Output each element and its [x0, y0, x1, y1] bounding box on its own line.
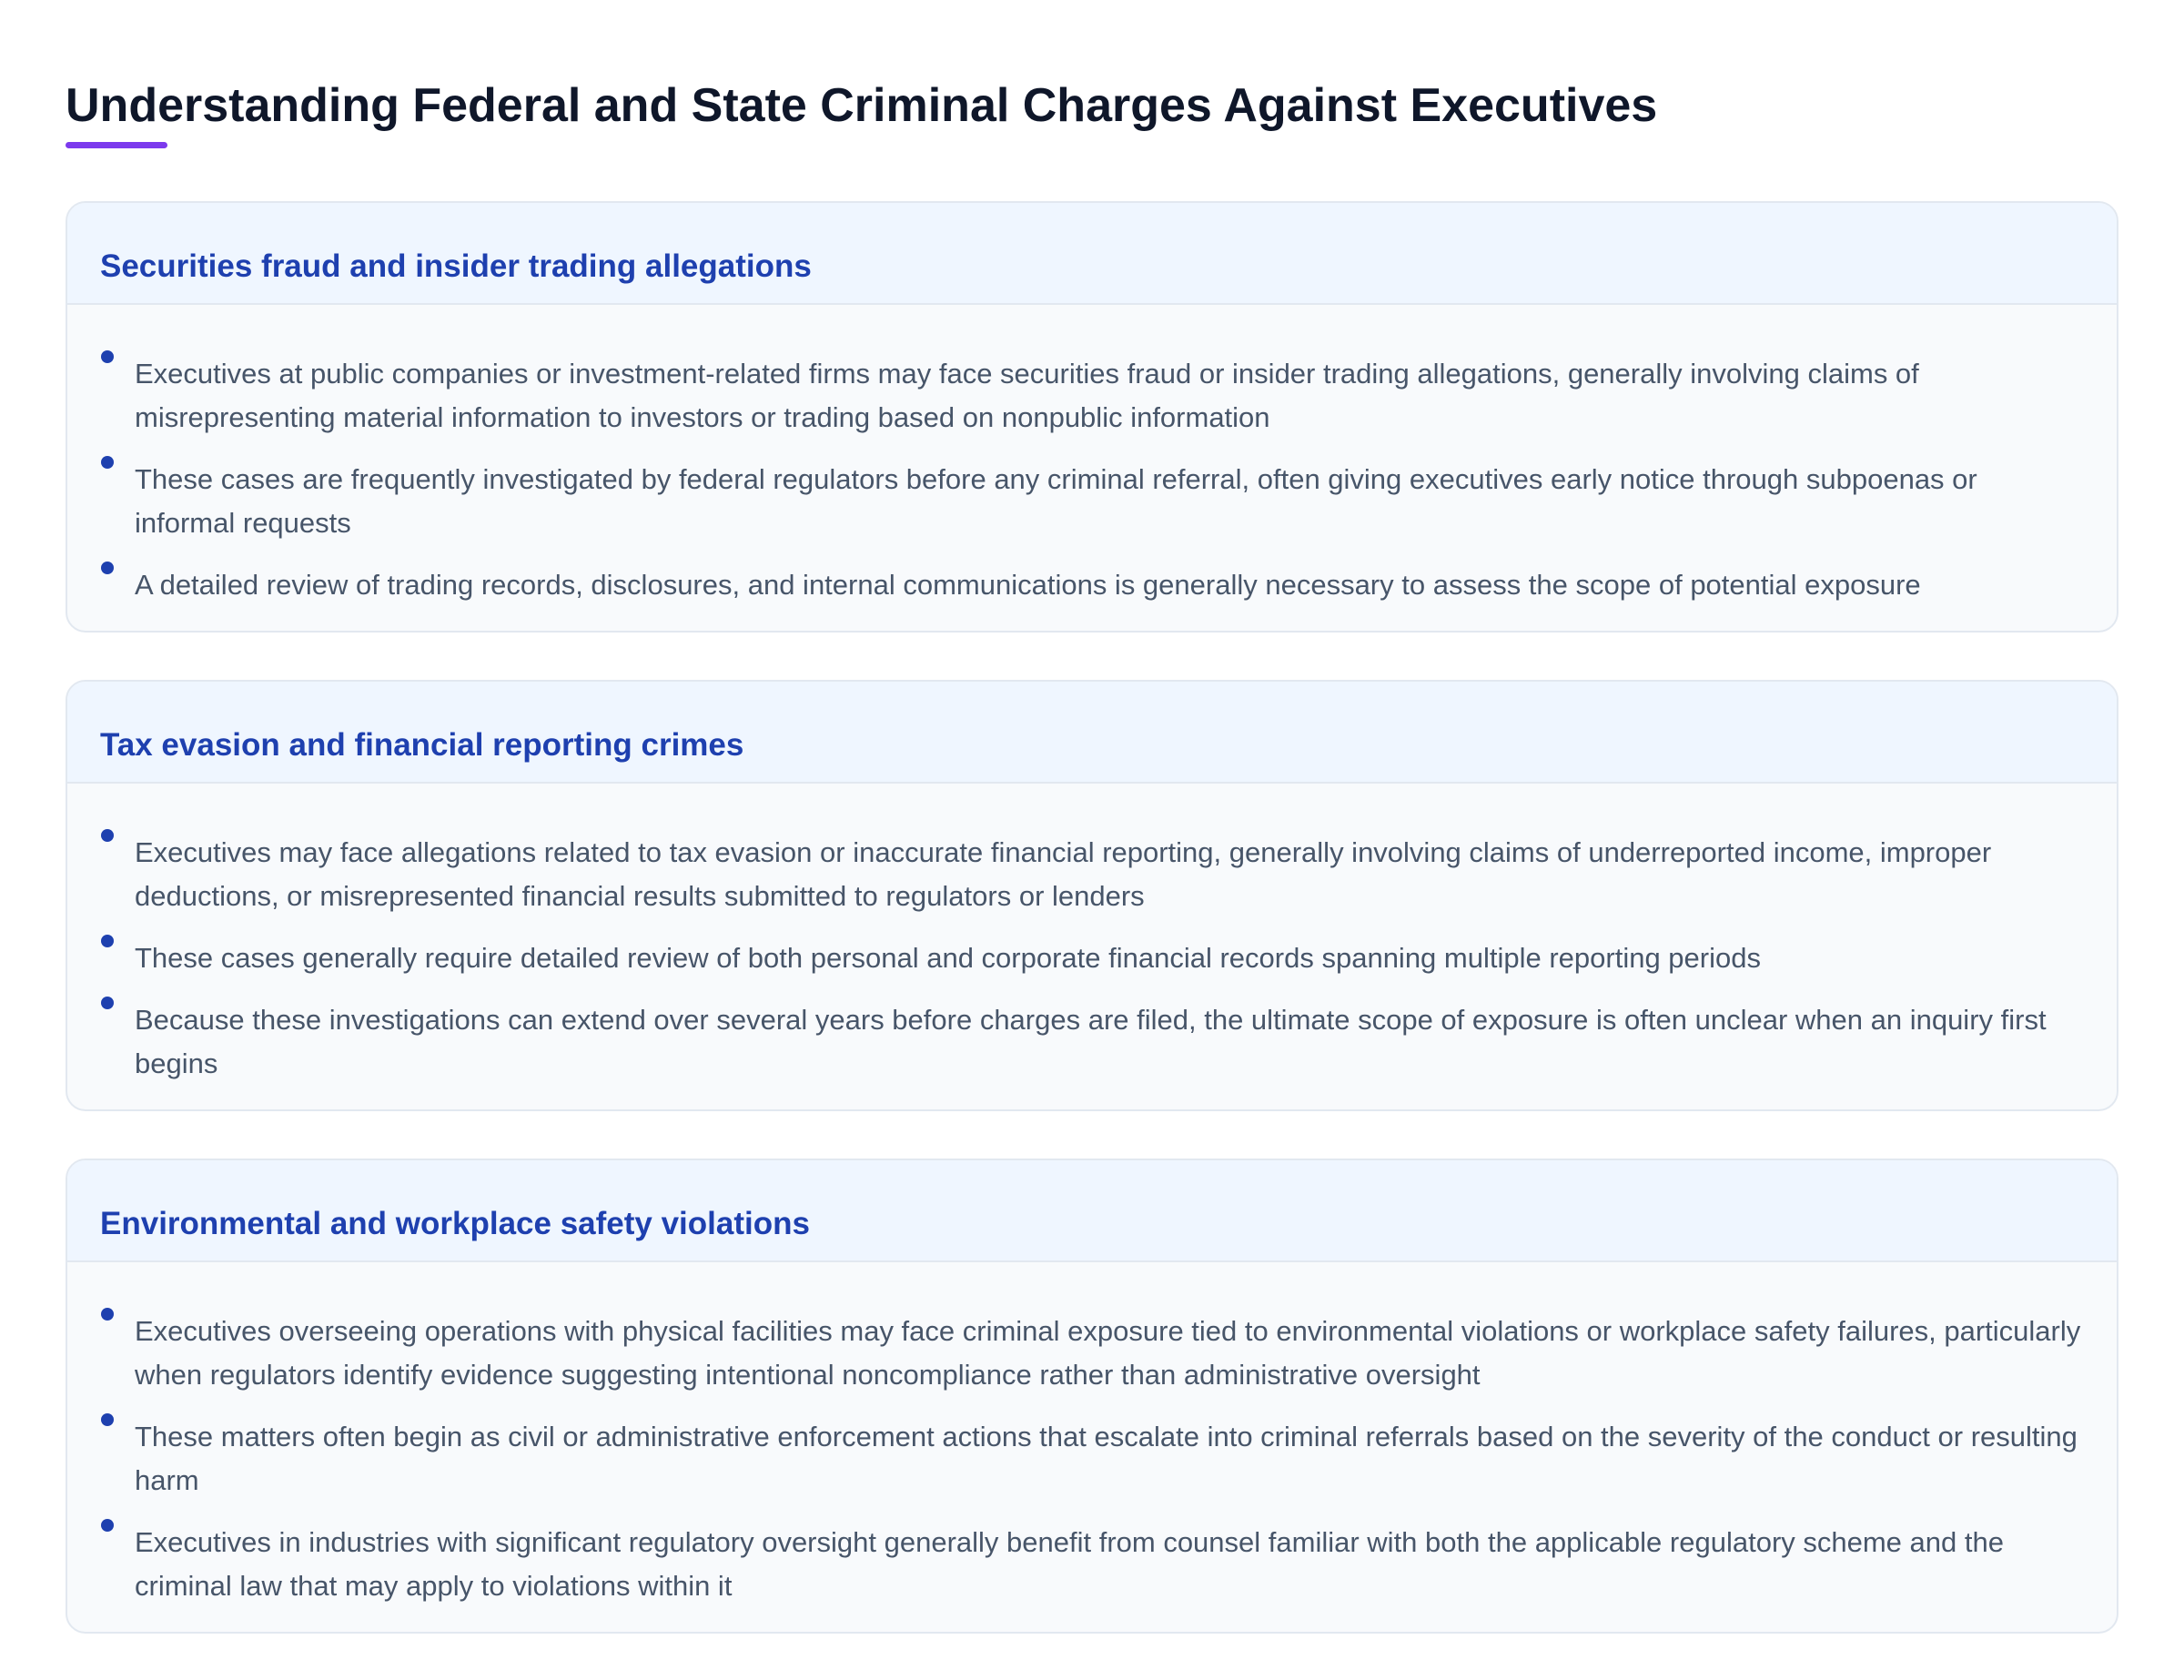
bullet-item	[100, 936, 2084, 980]
bullet-text: Executives overseeing operations with physical facilities may face criminal exposure tied to environmental violations or workplace safety failures, particularly when regulators identify evidence suggesting intentional noncompliance rather than administrative oversight	[135, 1315, 2081, 1391]
section-header	[67, 682, 2117, 784]
bullet-item	[100, 458, 2084, 545]
page-title: Understanding Federal and State Criminal Charges Against Executives	[66, 79, 1658, 132]
bullet-dot-icon	[101, 997, 114, 1009]
bullet-text: Executives may face allegations related to tax evasion or inaccurate financial reporting, generally involving claims of underreported income, improper deductions, or misrepresented financial results submitted to regulators or lenders	[135, 836, 1992, 912]
bullet-dot-icon	[101, 1308, 114, 1321]
bullet-item	[100, 352, 2084, 440]
section-heading: Securities fraud and insider trading allegations	[100, 248, 812, 284]
bullet-text: A detailed review of trading records, disclosures, and internal communications is generally necessary to assess the scope of potential exposure	[135, 569, 1921, 601]
bullet-dot-icon	[101, 562, 114, 574]
section-body	[67, 784, 2117, 1109]
bullet-dot-icon	[101, 829, 114, 842]
section-card-environmental-safety	[66, 1159, 2118, 1634]
bullet-dot-icon	[101, 935, 114, 947]
section-header	[67, 203, 2117, 305]
bullet-list	[100, 1310, 2084, 1608]
bullet-item	[100, 998, 2084, 1086]
section-header	[67, 1160, 2117, 1262]
bullet-text: Because these investigations can extend over several years before charges are filed, the ultimate scope of exposure is often unclear when an inquiry first begins	[135, 1004, 2047, 1079]
bullet-dot-icon	[101, 456, 114, 469]
bullet-dot-icon	[101, 1519, 114, 1532]
bullet-item	[100, 1415, 2084, 1503]
bullet-item	[100, 563, 2084, 607]
title-accent-bar	[66, 142, 167, 148]
bullet-text: Executives in industries with significant regulatory oversight generally benefit from counsel familiar with both the applicable regulatory scheme and the criminal law that may apply to violations within it	[135, 1526, 2004, 1602]
sections	[66, 201, 2118, 1634]
section-body	[67, 305, 2117, 631]
bullet-text: These cases are frequently investigated by federal regulators before any criminal referral, often giving executives early notice through subpoenas or informal requests	[135, 463, 1977, 539]
bullet-text: Executives at public companies or investment-related firms may face securities fraud or insider trading allegations, generally involving claims of misrepresenting material information to investors or trading based on nonpublic information	[135, 358, 1919, 433]
section-heading: Tax evasion and financial reporting crimes	[100, 727, 744, 763]
bullet-text: These matters often begin as civil or administrative enforcement actions that escalate into criminal referrals based on the severity of the conduct or resulting harm	[135, 1421, 2078, 1496]
bullet-list	[100, 831, 2084, 1086]
section-card-securities-fraud	[66, 201, 2118, 633]
section-card-tax-evasion	[66, 680, 2118, 1111]
bullet-list	[100, 352, 2084, 607]
bullet-item	[100, 831, 2084, 918]
bullet-dot-icon	[101, 350, 114, 363]
section-heading: Environmental and workplace safety violations	[100, 1206, 810, 1241]
bullet-item	[100, 1521, 2084, 1608]
section-body	[67, 1262, 2117, 1632]
bullet-text: These cases generally require detailed review of both personal and corporate financial records spanning multiple reporting periods	[135, 942, 1761, 974]
bullet-dot-icon	[101, 1413, 114, 1426]
bullet-item	[100, 1310, 2084, 1397]
